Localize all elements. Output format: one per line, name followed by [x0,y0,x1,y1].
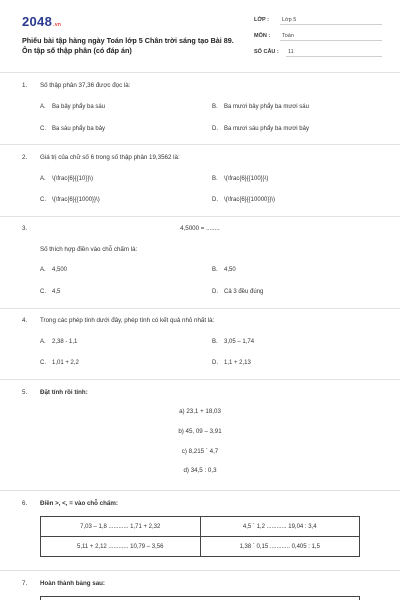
comparison-table [40,516,360,557]
option-d[interactable] [212,360,251,366]
question-text: Đặt tính rồi tính: [40,389,88,396]
option-letter: A. [40,176,46,182]
option-c[interactable] [40,126,105,132]
table-cell[interactable]: 1,38 ´ 0,15 ............ 0,405 : 1,5 [200,537,360,557]
calc-item-d: d) 34,5 : 0,3 [183,467,217,474]
option-letter: D. [212,197,218,203]
option-d[interactable] [212,197,275,203]
question-1 [22,82,382,92]
option-text: Ba bảy phẩy ba sáu [52,104,106,110]
option-text: \(\frac{6}{{10000}}\) [224,197,276,203]
option-letter: B. [212,267,218,273]
option-b[interactable] [212,104,309,110]
table-row [41,517,360,537]
question-number: 3. [22,225,28,232]
option-letter: B. [212,104,218,110]
question-number: 4. [22,317,28,324]
option-d[interactable] [212,289,263,295]
meta-underline [286,56,382,57]
option-letter: A. [40,267,46,273]
question-number: 7. [22,580,28,587]
option-text: Ba sáu phẩy ba bảy [52,126,106,132]
option-letter: A. [40,339,46,345]
question-text: Điền >, <, = vào chỗ chấm: [40,500,118,507]
divider [0,570,400,571]
meta-subject-value: Toán [282,33,294,39]
divider [0,144,400,145]
meta-class-key: LỚP : [254,17,269,23]
table-cell[interactable]: 7,03 – 1,8 ............ 1,71 + 2,32 [41,517,201,537]
calc-item-b: b) 45, 09 – 3,91 [178,428,222,435]
question-number: 1. [22,82,28,89]
option-a[interactable] [40,267,67,273]
option-a[interactable] [40,339,77,345]
option-letter: C. [40,360,46,366]
option-text: 1,1 + 2,13 [224,360,251,366]
calc-item-c: c) 8,215 ´ 4,7 [181,448,219,455]
option-letter: A. [40,104,46,110]
option-b[interactable] [212,339,254,345]
option-letter: C. [40,126,46,132]
meta-subject [254,32,382,41]
meta-count-key: SỐ CÂU : [254,49,279,55]
option-text: \(\frac{6}{{10}}\) [52,176,94,182]
meta-subject-key: MÔN : [254,33,271,39]
option-text: 3,05 – 1,74 [224,339,255,345]
logo-domain: .vn [53,22,62,28]
option-letter: B. [212,339,218,345]
meta-class [254,16,382,25]
option-text: 4,50 [224,267,236,273]
question-expression: 4,5000 = ........ [180,225,220,232]
option-text: \(\frac{6}{{100}}\) [224,176,269,182]
option-letter: C. [40,197,46,203]
header [22,12,382,64]
option-text: Ba mươi sáu phẩy ba mươi bảy [224,126,309,132]
option-text: 4,5 [52,289,61,295]
meta-class-value: Lớp 5 [282,17,297,23]
option-text: 1,01 + 2,2 [52,360,79,366]
question-text: Số thích hợp điền vào chỗ chấm là: [40,246,138,253]
table-cell[interactable]: 4,5 ´ 1,2 ............ 19,04 : 3,4 [200,517,360,537]
calc-item-a: a) 23,1 + 18,03 [179,408,221,415]
logo-text: 2048 [22,14,53,29]
question-text: Số thập phân 37,36 được đọc là: [40,82,131,89]
divider [0,490,400,491]
question-3-prompt [22,246,382,256]
divider [0,308,400,309]
option-text: 2,38 - 1,1 [52,339,78,345]
meta-count [254,48,382,57]
option-c[interactable] [40,197,100,203]
meta-count-value: 11 [288,49,294,55]
question-number: 6. [22,500,28,507]
option-text: \(\frac{6}{{1000}}\) [52,197,100,203]
question-number: 2. [22,154,28,161]
divider [0,216,400,217]
question-number: 5. [22,389,28,396]
question-text: Trong các phép tính dưới đây, phép tính có kết quả nhỏ nhất là: [40,317,215,324]
option-text: Ba mươi bảy phẩy ba mươi sáu [224,104,309,110]
question-7 [22,580,382,590]
site-logo[interactable] [22,14,61,29]
question-text: Hoàn thành bảng sau: [40,580,105,587]
question-6 [22,500,382,510]
option-a[interactable] [40,176,93,182]
option-letter: B. [212,176,218,182]
divider [0,72,400,73]
option-d[interactable] [212,126,309,132]
question-text: Giá trị của chữ số 6 trong số thập phân 19,3562 là: [40,154,180,161]
option-b[interactable] [212,176,268,182]
table-row [41,537,360,557]
option-a[interactable] [40,104,105,110]
option-text: Cả 3 đều đúng [224,289,264,295]
option-c[interactable] [40,289,60,295]
option-text: 4,500 [52,267,68,273]
option-b[interactable] [212,267,236,273]
document-title: Phiếu bài tập hàng ngày Toán lớp 5 Chân trời sáng tạo Bài 89. Ôn tập số thập phân (có đáp án) [22,36,234,55]
option-letter: D. [212,360,218,366]
option-letter: C. [40,289,46,295]
question-2 [22,154,382,164]
fill-table [40,596,360,600]
question-5 [22,389,382,399]
option-letter: D. [212,289,218,295]
question-4 [22,317,382,327]
meta-underline [280,24,382,25]
table-cell[interactable]: 5,11 + 2,12 ............ 10,79 – 3,56 [41,537,201,557]
option-c[interactable] [40,360,79,366]
option-letter: D. [212,126,218,132]
meta-underline [280,40,382,41]
divider [0,379,400,380]
